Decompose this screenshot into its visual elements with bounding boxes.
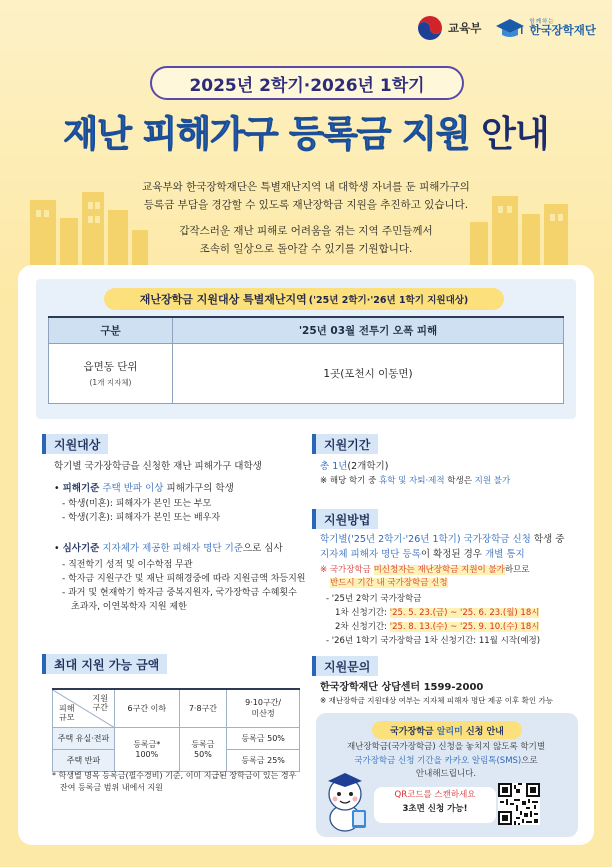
amount-cell-tier78: 등록금 50% xyxy=(179,727,227,771)
region-header-category: 구분 xyxy=(49,317,173,343)
region-title-period: ('25년 2학기·'26년 1학기 지원대상) xyxy=(308,295,469,306)
period-semesters: (2개학기) xyxy=(347,461,389,472)
review-criteria-list xyxy=(62,559,306,615)
graduation-cap-icon xyxy=(495,17,525,39)
method-schedule xyxy=(326,592,540,648)
schedule-next-semester: - '26년 1학기 국가장학금 1차 신청기간: 11월 시작(예정) xyxy=(326,636,541,647)
footnote-line: * 학생별 명목 등록금(필수경비) 기준, 이미 지급된 장학금이 있는 경우 xyxy=(52,771,297,780)
schedule-round-1-label: 1차 신청기간: xyxy=(335,608,388,619)
promo-line: 재난장학금(국가장학금) 신청을 놓치지 않도록 학기별 xyxy=(346,742,546,752)
damage-criteria-list xyxy=(62,498,220,526)
qr-code-icon[interactable] xyxy=(498,783,540,825)
promo-title-prefix: 국가장학금 xyxy=(390,726,434,737)
amount-corner-cell xyxy=(53,689,115,727)
contact-note: ※ 재난장학금 지원대상 여부는 지자체 피해자 명단 제공 이후 확인 가능 xyxy=(320,696,553,705)
promo-line: 으로 xyxy=(521,755,538,766)
corner-damage-label: 피해 규모 xyxy=(59,703,75,722)
semester-subtitle: 2025년 2학기·2026년 1학기 xyxy=(150,66,464,100)
kosaf-logo xyxy=(495,17,596,39)
review-criteria-label: 심사기준 xyxy=(62,543,100,554)
amount-col-2: 7·8구간 xyxy=(179,689,227,727)
intro-paragraph-1 xyxy=(0,178,612,215)
amount-cell-r2-tier9: 등록금 25% xyxy=(227,749,300,771)
intro-line: 등록금 부담을 경감할 수 있도록 재난장학금 지원을 추진하고 있습니다. xyxy=(143,199,469,212)
region-title xyxy=(104,288,504,310)
region-row-value: 1곳(포천시 이동면) xyxy=(173,343,564,403)
page-title xyxy=(0,106,612,157)
period-note-prefix: ※ 해당 학기 중 xyxy=(320,476,377,486)
damage-criteria-label: 피해기준 xyxy=(62,483,100,494)
list-item: - 학생(기혼): 피해자가 본인 또는 배우자 xyxy=(62,512,221,523)
contact-center: 한국장학재단 상담센터 1599-2000 xyxy=(320,682,484,693)
period-note-excluded: 휴학 및 자퇴·제적 xyxy=(379,476,445,486)
period-length: 총 1년 xyxy=(320,461,348,472)
title-main: 재난 피해가구 등록금 지원 xyxy=(63,114,470,155)
list-item: - 학자금 지원구간 및 재난 피해경중에 따라 지원금액 차등지원 xyxy=(62,573,306,584)
list-item: - 학생(미혼): 피해자가 본인 또는 부모 xyxy=(62,499,212,509)
schedule-title: - '25년 2학기 국가장학금 xyxy=(326,594,422,604)
region-table xyxy=(48,316,564,404)
region-unit-count: (1개 지자체) xyxy=(89,377,132,387)
logo-bar xyxy=(417,15,596,41)
moe-logo xyxy=(417,15,481,41)
promo-title xyxy=(372,721,522,739)
period-note-mid: 학생은 xyxy=(447,476,472,486)
amount-col-1: 6구간 이하 xyxy=(115,689,180,727)
region-title-text: 재난장학금 지원대상 특별재난지역 xyxy=(139,293,307,306)
schedule-round-1-dates: '25. 5. 23.(금) ~ '25. 6. 23.(월) 18시 xyxy=(389,608,540,619)
intro-line: 교육부와 한국장학재단은 특별재난지역 내 대학생 자녀를 둔 피해가구의 xyxy=(142,181,470,193)
period-note-ineligible: 지원 불가 xyxy=(474,476,511,486)
method-text: 학생 중 xyxy=(533,534,565,545)
target-heading: 지원대상 xyxy=(42,434,108,454)
damage-criteria-rest: 피해가구의 학생 xyxy=(166,483,234,494)
promo-title-suffix: 신청 안내 xyxy=(465,726,504,737)
damage-criteria-highlight: 주택 반파 이상 xyxy=(102,483,164,494)
period-heading: 지원기간 xyxy=(312,434,378,454)
amount-heading: 최대 지원 가능 금액 xyxy=(42,654,167,674)
schedule-round-2-dates: '25. 8. 13.(수) ~ '25. 9. 10.(수) 18시 xyxy=(389,622,540,633)
damage-criteria: • 피해기준 주택 반파 이상 피해가구의 학생 xyxy=(54,483,234,494)
amount-table xyxy=(52,688,300,772)
qr-instruction: QR코드를 스캔하세요 xyxy=(394,790,476,800)
intro-line: 갑작스러운 재난 피해로 어려움을 겪는 지역 주민들께서 xyxy=(179,225,433,237)
qr-tagline: 3초면 신청 가능! xyxy=(402,803,468,814)
taegeuk-icon xyxy=(417,15,443,41)
schedule-round-2-label: 2차 신청기간: xyxy=(335,622,388,633)
list-item: - 과거 및 현재학기 학자금 중복지원자, 국가장학금 수혜횟수 xyxy=(62,587,297,598)
method-description xyxy=(320,532,564,562)
amount-cell-tier6: 등록금* 100% xyxy=(115,727,180,771)
corner-tier-label: 지원 구간 xyxy=(92,694,108,712)
review-criteria-highlight: 지자체가 제공한 피해자 명단 기준 xyxy=(102,543,243,554)
warning-line-2: 반드시 기간 내 국가장학금 신청 xyxy=(330,577,448,588)
amount-cell-r1-tier9: 등록금 50% xyxy=(227,727,300,749)
footnote-line: 잔여 등록금 범위 내에서 지원 xyxy=(60,783,163,792)
method-notify: 개별 통지 xyxy=(484,549,525,561)
amount-col-3: 9·10구간/ 미산정 xyxy=(227,689,300,727)
method-text: 이 확정된 경우 xyxy=(420,549,482,561)
period-main xyxy=(320,460,388,475)
kosaf-tagline: 함께하는 xyxy=(529,18,555,25)
period-note xyxy=(320,475,510,488)
target-intro: 학기별 국가장학금을 신청한 재난 피해가구 대학생 xyxy=(54,461,262,472)
review-criteria-rest: 으로 심사 xyxy=(242,543,283,554)
promo-title-highlight: 알리미 xyxy=(436,726,463,737)
title-suffix: 안내 xyxy=(481,114,549,155)
list-item: - 직전학기 성적 및 이수학점 무관 xyxy=(62,560,193,570)
kosaf-name: 한국장학재단 xyxy=(529,23,596,37)
moe-name: 교육부 xyxy=(448,21,482,35)
region-row-label xyxy=(49,343,173,403)
method-register: 지자체 피해자 명단 등록 xyxy=(320,549,421,561)
mascot-illustration xyxy=(318,766,372,832)
review-criteria: • 심사기준 지자체가 제공한 피해자 명단 기준으로 심사 xyxy=(54,543,283,554)
amount-footnote xyxy=(52,770,296,794)
region-unit: 읍면동 단위 xyxy=(83,360,138,373)
qr-speech-bubble xyxy=(374,787,496,823)
region-header-event: '25년 03월 전투기 오폭 피해 xyxy=(173,317,564,343)
list-item: 초과자, 이연복학자 지원 제한 xyxy=(71,601,187,612)
warning-highlight: 미신청자는 재난장학금 지원이 불가 xyxy=(373,565,505,575)
amount-row-2-label: 주택 반파 xyxy=(53,749,115,771)
amount-row-1-label: 주택 유실·전파 xyxy=(53,727,115,749)
intro-paragraph-2 xyxy=(0,222,612,259)
method-warning xyxy=(320,564,530,590)
promo-line: 안내해드립니다. xyxy=(415,769,477,780)
method-heading: 지원방법 xyxy=(312,509,378,529)
warning-prefix: ※ 국가장학금 xyxy=(320,565,371,575)
promo-highlight: 국가장학금 신청 기간을 카카오 알림톡(SMS) xyxy=(354,755,522,766)
intro-line: 조속히 일상으로 돌아갈 수 있기를 기원합니다. xyxy=(199,243,413,256)
method-apply-semester: 학기별('25년 2학기·'26년 1학기) 국가장학금 신청 xyxy=(320,534,531,545)
warning-rest: 하므로 xyxy=(504,565,530,575)
contact-heading: 지원문의 xyxy=(312,656,378,676)
